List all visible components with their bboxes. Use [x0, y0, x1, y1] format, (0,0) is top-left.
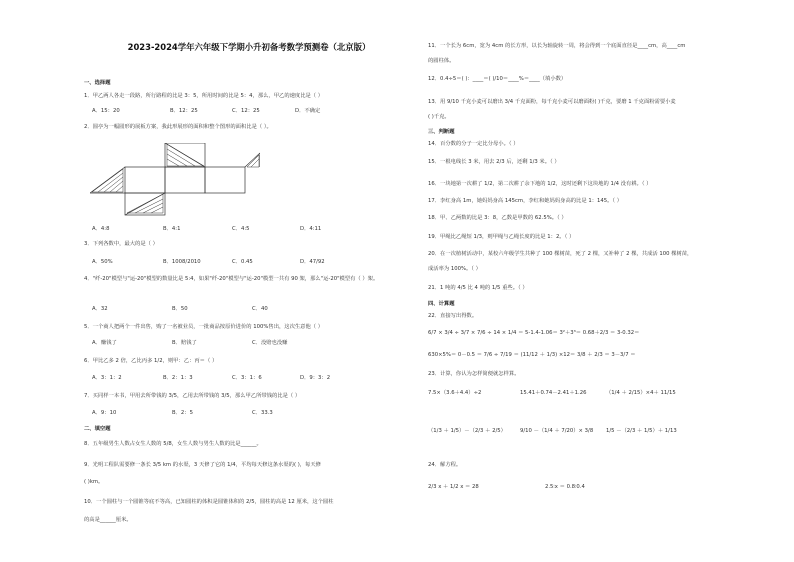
- q7-option-a: A．9：10: [92, 410, 117, 416]
- question-8: 8．五年级男生人数占女生人数的 5/8，女生人数与男生人数的比是______。: [84, 441, 262, 447]
- q7-option-c: C．33.3: [252, 410, 273, 416]
- q23-expr-5: 9/10 －（1/4 ＋ 7/20）× 3/8: [520, 428, 594, 434]
- question-6: 6．甲比乙多 2 倍，乙比丙多 1/2，则甲：乙：丙＝（ ）: [84, 358, 218, 364]
- question-22-row1: 6/7 × 3/4 ÷ 3/7 × 7/6 ÷ 14 × 1/4 ＝ 5-1.4-1.06＝ 3²＋3³＝ 0.68＋2/3 ＝ 3-0.32＝: [428, 330, 640, 336]
- section-heading-judge: 三、判断题: [428, 129, 455, 135]
- question-9-line1: 9．光明工程队需要修一条长 3/5 km 的水渠，3 天修了它的 1/4，平均每天修这条水渠的( )，每天修: [84, 462, 321, 468]
- q24-equation-1: 2/3 x ＋ 1/2 x ＝ 28: [428, 484, 479, 490]
- question-7: 7．买同样一本书，甲用去所带钱的 3/5，乙用去所带钱的 3/5，那么甲乙所带钱的比是（ ）: [84, 393, 301, 399]
- question-2: 2．圆亭为一幅圆形的展板方案，我此形展形的面积和整个图形的面积比是（ ）。: [84, 124, 272, 130]
- question-19: 19．甲绳比乙绳短 1/3，则甲绳与乙绳长度的比是 1：2。（ ）: [428, 234, 575, 240]
- question-11-line1: 11．一个长为 6cm，宽为 4cm 的长方形，以长为轴旋转一周，将会得到一个底面直径是____cm，高____cm: [428, 43, 686, 49]
- q4-option-c: C．40: [252, 306, 268, 312]
- q1-option-c: C．12：25: [232, 108, 260, 114]
- question-22-row2: 630×5%＝ 0－0.5 ＝ 7/6 ÷ 7/19 ＝ (11/12 ＋ 1/3) ×12＝ 3/8 ＋ 2/3 ＝ 3－3/7 ＝: [428, 352, 636, 358]
- q1-option-b: B．12：25: [170, 108, 198, 114]
- q23-expr-1: 7.5×（3.6＋4.4）÷2: [428, 390, 482, 396]
- q2-option-b: B．4:1: [163, 226, 181, 232]
- q4-option-b: B．50: [172, 306, 188, 312]
- question-14: 14．百分数的分子一定比分母小。（ ）: [428, 141, 519, 147]
- question-10-line1: 10．一个圆柱与一个圆锥等底不等高，已知圆柱的体积是圆锥体积的 2/5，圆柱的高是 12 厘米，这个圆柱: [84, 499, 334, 505]
- section-heading-fill: 二、填空题: [84, 426, 111, 432]
- question-22: 22．直接写出得数。: [428, 313, 478, 319]
- q1-option-d: D．不确定: [295, 108, 321, 114]
- q3-option-b: B．1008/2010: [163, 259, 201, 265]
- q6-option-b: B．2：1：3: [163, 375, 193, 381]
- q23-expr-6: 1/5 －（2/3 ＋ 1/5）＋ 1/13: [606, 428, 677, 434]
- q5-option-a: A．赚钱了: [92, 340, 117, 346]
- q2-geometry-figure: [90, 143, 260, 223]
- question-17: 17．李红身高 1m，她妈妈身高 145cm，李红和她妈妈身高的比是 1：145。（ ）: [428, 198, 623, 204]
- question-20-line2: 成活率为 100%。（ ）: [428, 266, 481, 272]
- q2-option-c: C．4:5: [232, 226, 250, 232]
- q2-option-d: D．4:11: [300, 226, 322, 232]
- question-10-line2: 的高是______厘米。: [84, 517, 132, 523]
- section-heading-calc: 四、计算题: [428, 301, 455, 307]
- page-title: 2023-2024学年六年级下学期小升初备考数学预测卷（北京版）: [127, 42, 371, 52]
- question-5: 5．一个商人把两个一件出售，购了一名被业员，一批商品按原价进价的 100%售出，这次生意他（ ）: [84, 324, 324, 330]
- q5-option-b: B．赔钱了: [172, 340, 197, 346]
- question-16: 16．一块地第一次耕了 1/2，第二次耕了余下地的 1/2，这时还剩下这块地的 1/4 没有耕。（ ）: [428, 181, 652, 187]
- question-23: 23．计算，你认为怎样简便就怎样算。: [428, 371, 520, 377]
- question-11-line2: 的圆柱体。: [428, 58, 455, 64]
- section-heading-choice: 一、选择题: [84, 80, 111, 86]
- question-12: 12．0.4÷5＝( )：____＝( )/10＝____%＝____（填小数）: [428, 76, 567, 82]
- question-4: 4．"纤-20"模型与"运-20"模型的数量比是 5:4，如果"纤-20"模型与"运-20"模型一共有 90 架，那么"运-20"模型有（ ）架。: [84, 276, 379, 282]
- question-15: 15．一根电线长 3 米，用去 2/3 后，还剩 1/3 米。（ ）: [428, 159, 560, 165]
- question-3: 3．下列各数中，最大的是（ ）: [84, 241, 158, 247]
- q5-option-c: C．没赔也没赚: [252, 340, 288, 346]
- q2-option-a: A．4:8: [92, 226, 110, 232]
- question-13-line2: ( )千克。: [428, 114, 450, 120]
- question-24: 24．解方程。: [428, 462, 462, 468]
- q3-option-c: C．0.45: [232, 259, 253, 265]
- question-9-line2: ( )km。: [84, 479, 104, 485]
- question-13-line1: 13．用 9/10 千克小麦可以磨出 3/4 千克面粉，每千克小麦可以磨面粉( )千克，要磨 1 千克面粉需要小麦: [428, 99, 676, 105]
- q7-option-b: B．2：5: [172, 410, 193, 416]
- question-1: 1．甲乙两人各走一段路，所行路程的比是 3：5，所用时间的比是 5：4，那么，甲乙的速度比是（ ）: [84, 93, 324, 99]
- q3-option-d: D．47/92: [300, 259, 325, 265]
- q1-option-a: A．15：20: [92, 108, 120, 114]
- q6-option-c: C．3：1：6: [232, 375, 262, 381]
- q23-expr-2: 15.41＋0.74－2.41＋1.26: [520, 390, 587, 396]
- question-21: 21．1 吨的 4/5 比 4 吨的 1/5 重些。（ ）: [428, 285, 528, 291]
- q6-option-a: A．3：1：2: [92, 375, 122, 381]
- q3-option-a: A．50%: [92, 259, 113, 265]
- q23-expr-3: （1/4 ＋ 2/15）×4＋ 11/15: [606, 390, 676, 396]
- question-18: 18．甲、乙两数的比是 3：8，乙数是甲数的 62.5%。（ ）: [428, 215, 567, 221]
- q6-option-d: D．9：3：2: [300, 375, 331, 381]
- q24-equation-2: 2.5∶x ＝ 0.8∶0.4: [545, 484, 585, 490]
- q4-option-a: A．32: [92, 306, 108, 312]
- question-20-line1: 20．在一次植树活动中，某校六年级学生共种了 100 棵树苗，死了 2 棵，又补种了 2 棵，共成活 100 棵树苗，: [428, 251, 693, 257]
- q23-expr-4: （1/3 ＋ 1/5）－（2/3 ＋ 2/5）: [428, 428, 506, 434]
